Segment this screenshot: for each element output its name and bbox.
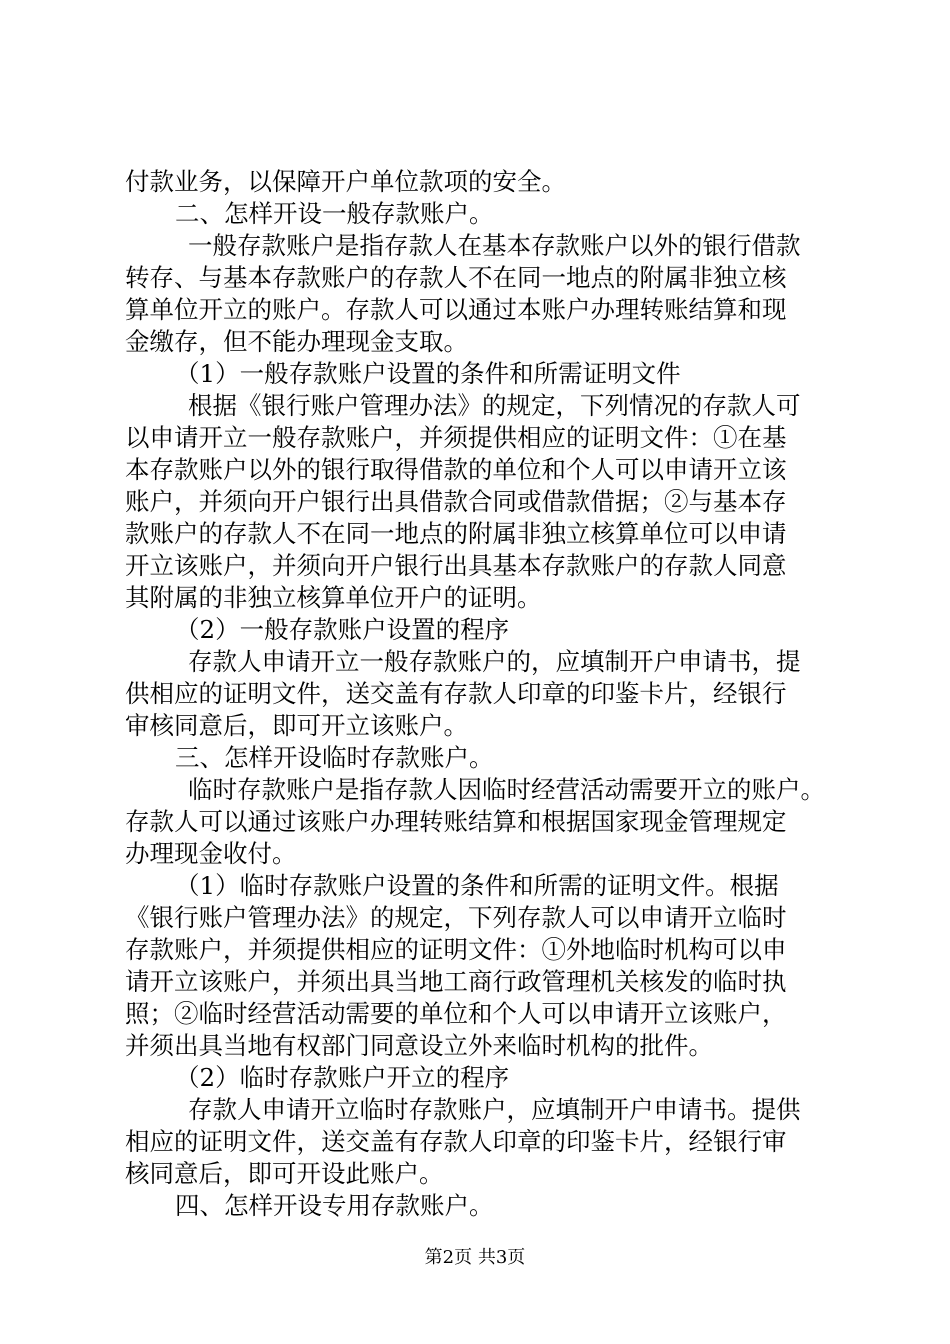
paragraph-line: 存款账户，并须提供相应的证明文件：①外地临时机构可以申 (125, 935, 787, 964)
paragraph-line: 其附属的非独立核算单位开户的证明。 (125, 583, 542, 612)
paragraph-line: 核同意后，即可开设此账户。 (125, 1159, 444, 1188)
paragraph-line: 存款人申请开立临时存款账户，应填制开户申请书。提供 (188, 1095, 801, 1124)
paragraph-line: 《银行账户管理办法》的规定，下列存款人可以申请开立临时 (125, 903, 787, 932)
paragraph-line: 算单位开立的账户。存款人可以通过本账户办理转账结算和现 (125, 295, 787, 324)
paragraph-line: 本存款账户以外的银行取得借款的单位和个人可以申请开立该 (125, 455, 787, 484)
subsection-heading: （1）临时存款账户设置的条件和所需的证明文件。根据 (175, 871, 779, 900)
text-line: 付款业务，以保障开户单位款项的安全。 (125, 167, 566, 196)
section-heading: 二、怎样开设一般存款账户。 (175, 199, 494, 228)
subsection-heading: （2）临时存款账户开立的程序 (175, 1063, 510, 1092)
paragraph-line: 临时存款账户是指存款人因临时经营活动需要开立的账户。 (188, 775, 825, 804)
subsection-heading: （2）一般存款账户设置的程序 (175, 615, 510, 644)
paragraph-line: 以申请开立一般存款账户，并须提供相应的证明文件：①在基 (125, 423, 787, 452)
paragraph-line: 一般存款账户是指存款人在基本存款账户以外的银行借款 (188, 231, 801, 260)
paragraph-line: 开立该账户，并须向开户银行出具基本存款账户的存款人同意 (125, 551, 787, 580)
paragraph-line: 审核同意后，即可开立该账户。 (125, 711, 468, 740)
document-body (125, 166, 837, 1222)
subsection-heading: （1）一般存款账户设置的条件和所需证明文件 (175, 359, 681, 388)
paragraph-line: 根据《银行账户管理办法》的规定，下列情况的存款人可 (188, 391, 801, 420)
paragraph-line: 存款人申请开立一般存款账户的，应填制开户申请书，提 (188, 647, 801, 676)
paragraph-line: 转存、与基本存款账户的存款人不在同一地点的附属非独立核 (125, 263, 787, 292)
paragraph-line: 办理现金收付。 (125, 839, 297, 868)
section-heading: 三、怎样开设临时存款账户。 (175, 743, 494, 772)
paragraph-line: 存款人可以通过该账户办理转账结算和根据国家现金管理规定 (125, 807, 787, 836)
paragraph-line: 相应的证明文件，送交盖有存款人印章的印鉴卡片，经银行审 (125, 1127, 787, 1156)
paragraph-line: 款账户的存款人不在同一地点的附属非独立核算单位可以申请 (125, 519, 787, 548)
paragraph-line: 照；②临时经营活动需要的单位和个人可以申请开立该账户， (125, 999, 787, 1028)
paragraph-line: 账户，并须向开户银行出具借款合同或借款借据；②与基本存 (125, 487, 787, 516)
paragraph-line: 并须出具当地有权部门同意设立外来临时机构的批件。 (125, 1031, 713, 1060)
paragraph-line: 金缴存，但不能办理现金支取。 (125, 327, 468, 356)
section-heading: 四、怎样开设专用存款账户。 (175, 1191, 494, 1220)
page-number-footer: 第2页 共3页 (424, 1247, 526, 1268)
paragraph-line: 供相应的证明文件，送交盖有存款人印章的印鉴卡片，经银行 (125, 679, 787, 708)
paragraph-line: 请开立该账户，并须出具当地工商行政管理机关核发的临时执 (125, 967, 787, 996)
